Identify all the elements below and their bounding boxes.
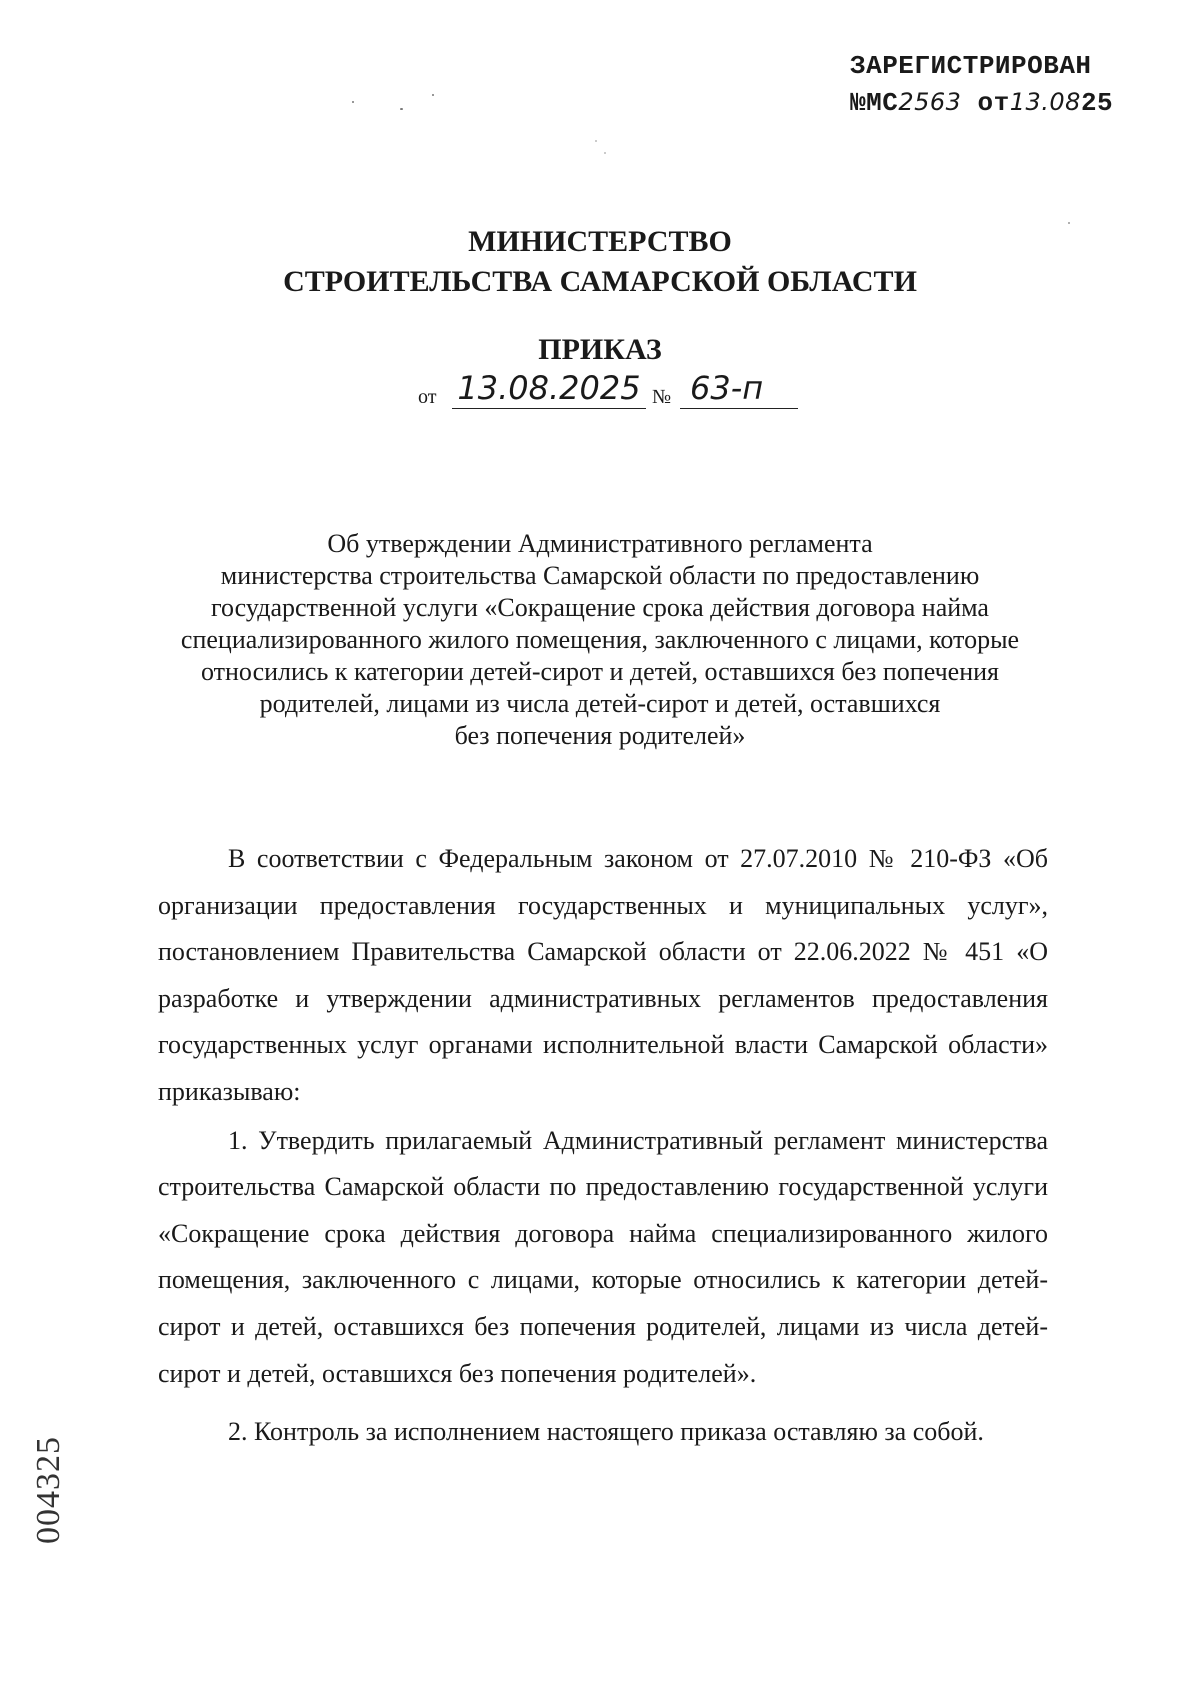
stamp-reg-number: 2563	[898, 88, 962, 116]
scan-speck	[352, 101, 354, 103]
scan-speck	[432, 94, 434, 96]
stamp-reg-date: 13.08	[1009, 88, 1081, 116]
subject-line: относились к категории детей-сирот и детей, оставшихся без попечения	[200, 657, 1000, 686]
order-item-2: 2. Контроль за исполнением настоящего приказа оставляю за собой.	[228, 1417, 984, 1447]
ministry-name-line2: СТРОИТЕЛЬСТВА САМАРСКОЙ ОБЛАСТИ	[283, 265, 917, 298]
subject-line: государственной услуги «Сокращение срока действия договора найма	[211, 593, 989, 622]
number-prefix: №	[652, 386, 672, 408]
scan-speck	[595, 140, 597, 142]
date-prefix: от	[418, 386, 437, 408]
subject-line: специализированного жилого помещения, заключенного с лицами, которые	[180, 625, 1020, 654]
stamp-from-label: от	[977, 88, 1010, 118]
ministry-name-line1: МИНИСТЕРСТВО	[468, 225, 732, 258]
subject-line: родителей, лицами из числа детей-сирот и детей, оставшихся	[259, 689, 941, 718]
subject-line: министерства строительства Самарской области по предоставлению	[220, 561, 980, 590]
side-serial-number: 004325	[30, 1436, 67, 1544]
order-subject	[160, 528, 1040, 752]
order-number: 63-п	[680, 368, 798, 409]
order-item-1: 1. Утвердить прилагаемый Административный регламент министерства строительства Самарской области по предоставлению государственной услуги «Сокращение срока действия договора найма специализированного жилого помещения, заключенного с лицами, которые относились к категории детей-сирот и детей, оставшихся без попечения родителей, лицами из числа детей-сирот и детей, оставшихся без попечения родителей».	[158, 1125, 1048, 1388]
order-title: ПРИКАЗ	[538, 333, 662, 366]
order-body	[158, 836, 1048, 1456]
order-date-number-line	[418, 368, 798, 412]
preamble-paragraph: В соответствии с Федеральным законом от 27.07.2010 № 210-ФЗ «Об организации предоставления государственных и муниципальных услуг», постановлением Правительства Самарской области от 22.06.2022 № 451 «О разработке и утверждении административных регламентов предоставления государственных услуг органами исполнительной власти Самарской области» приказываю:	[158, 844, 1048, 1106]
subject-line: Об утверждении Административного регламента	[327, 529, 873, 558]
subject-line: без попечения родителей»	[454, 721, 746, 750]
scan-speck	[400, 108, 403, 110]
stamp-reg-year: 25	[1080, 88, 1114, 118]
document-header	[0, 222, 1200, 370]
order-date: 13.08.2025	[452, 368, 646, 409]
scan-speck	[604, 152, 606, 154]
stamp-title: ЗАРЕГИСТРИРОВАН	[850, 51, 1092, 81]
stamp-prefix: №МС	[850, 88, 899, 118]
registration-stamp	[850, 48, 1160, 121]
stamp-registration-line	[850, 84, 1160, 121]
